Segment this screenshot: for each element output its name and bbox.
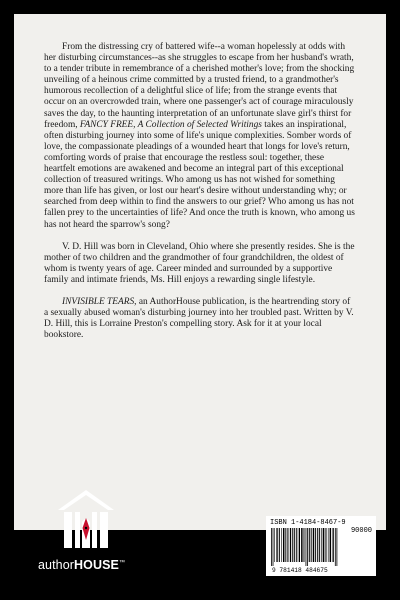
price-code: 90000 (350, 527, 372, 535)
isbn-barcode-block (266, 516, 376, 576)
barcode-digits: 9 781418 484675 (272, 567, 328, 574)
blurb-paragraph (44, 42, 356, 231)
body-text: , an AuthorHouse publication, is the heartrending story of a sexually abused woman's disturbing journey into her troubled past. Written by V. D. Hill, this is Lorraine Preston's compelling story. Ask for it at your local bookstore. (44, 296, 354, 341)
body-text: takes an inspirational, often disturbing journey into some of life's unique complexities. Somber words of love, the compassionate pleadings of a wounded heart that longs for love's return, comforting words of praise that encourage the restless soul: together, these heartfelt emotions are awakened and become an integral part of this exceptional collection of treasured writings. Who among us has not wished for something more than life has given, or lost our heart's desire without understanding why; or searched from deep within to find the answers to our grief? Who among us has not fallen prey to the uncertainties of life? And once the truth is known, who among us has not heard the sparrow's song? (44, 119, 355, 230)
publisher-name (38, 558, 148, 574)
authorhouse-house-logo-icon (56, 488, 116, 552)
trademark-symbol: ™ (119, 559, 126, 566)
related-title-paragraph (44, 297, 356, 341)
barcode-row (270, 527, 372, 567)
isbn-text: ISBN 1-4184-8467-9 (270, 519, 346, 527)
body-text: From the distressing cry of battered wife--a woman hopelessly at odds with her disturbing circumstances--as she struggles to escape from her husband's wrath, to a tender tribute in remembrance of a cherished mother's love; from the shocking unveiling of a heinous crime committed by a trusted friend, to a grandmother's humorous recollection of a delightful slice of life; from the strange events that occur on an overcrowded train, where one passenger's act of courage miraculously saves the day, to the haunting interpretation of an unfortunate slave girl's thirst for freedom, (44, 42, 355, 130)
publisher-name-lower: author (38, 558, 75, 572)
blurb-panel (14, 14, 386, 530)
author-bio-paragraph (44, 242, 356, 286)
body-text: V. D. Hill was born in Cleveland, Ohio where she presently resides. She is the mother of two children and the grandmother of four grandchildren, the oldest of whom is twenty years of age. Career minded and surrounded by a supportive family and intimate friends, Ms. Hill enjoys a rewarding single lifestyle. (44, 241, 355, 285)
publisher-name-upper: HOUSE (74, 558, 119, 572)
italic-title-text: INVISIBLE TEARS (62, 296, 135, 307)
italic-title-text: FANCY FREE, A Collection of Selected Writings (79, 119, 262, 130)
barcode-bars-icon (270, 528, 348, 566)
